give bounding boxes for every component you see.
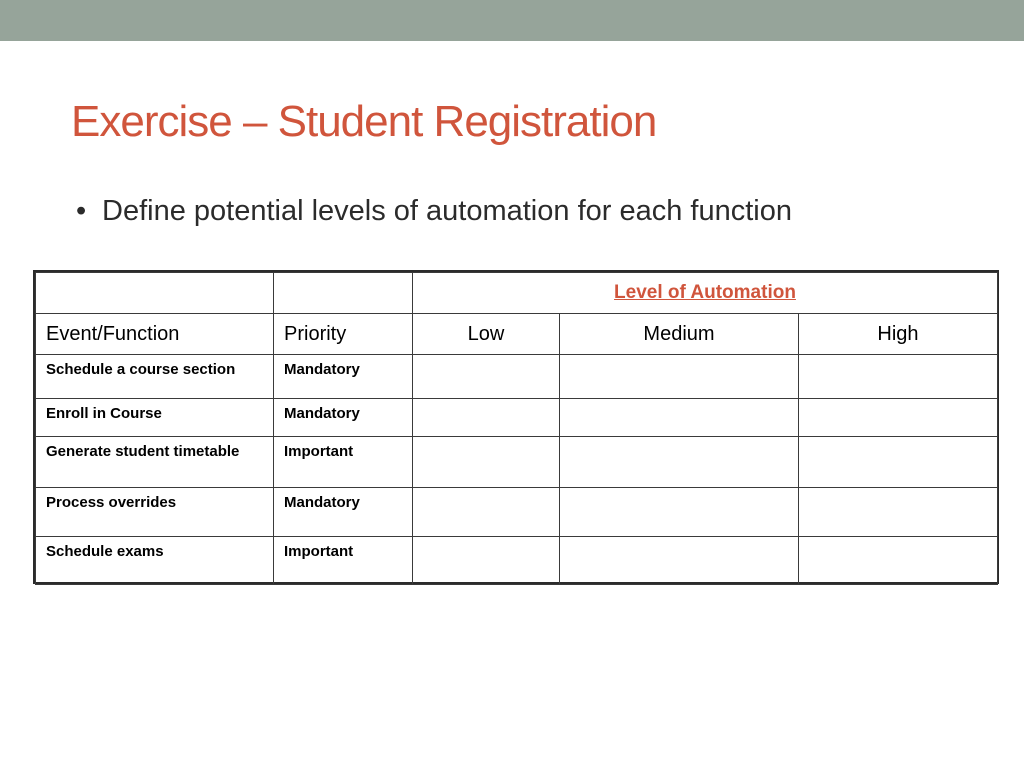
high-cell [799,488,998,537]
bullet-dot-icon: • [76,195,87,227]
function-cell: Schedule exams [36,537,274,585]
table-row [36,355,998,399]
column-header-priority: Priority [274,314,413,355]
table-header-row [36,314,998,355]
column-header-event-function: Event/Function [36,314,274,355]
table-row [36,488,998,537]
medium-cell [560,537,799,585]
table-row [36,399,998,437]
top-accent-bar [0,0,1024,41]
automation-table [33,270,999,584]
low-cell [413,488,560,537]
table-group-header-row [36,273,998,314]
medium-cell [560,488,799,537]
low-cell [413,437,560,488]
medium-cell [560,355,799,399]
table-row [36,537,998,585]
priority-cell: Mandatory [274,399,413,437]
high-cell [799,437,998,488]
function-cell: Generate student timetable [36,437,274,488]
column-header-high: High [799,314,998,355]
low-cell [413,537,560,585]
table-row [36,437,998,488]
priority-cell: Important [274,537,413,585]
priority-cell: Important [274,437,413,488]
function-cell: Enroll in Course [36,399,274,437]
high-cell [799,537,998,585]
medium-cell [560,437,799,488]
bullet-text: Define potential levels of automation for each function [102,195,792,227]
low-cell [413,355,560,399]
medium-cell [560,399,799,437]
priority-cell: Mandatory [274,488,413,537]
table-cell-empty [36,273,274,314]
level-of-automation-header: Level of Automation [413,273,998,314]
slide-title: Exercise – Student Registration [71,97,657,146]
table-cell-empty [274,273,413,314]
function-cell: Process overrides [36,488,274,537]
high-cell [799,355,998,399]
function-cell: Schedule a course section [36,355,274,399]
high-cell [799,399,998,437]
low-cell [413,399,560,437]
automation-table-grid [35,272,998,585]
column-header-medium: Medium [560,314,799,355]
column-header-low: Low [413,314,560,355]
priority-cell: Mandatory [274,355,413,399]
bullet-item [76,194,792,229]
